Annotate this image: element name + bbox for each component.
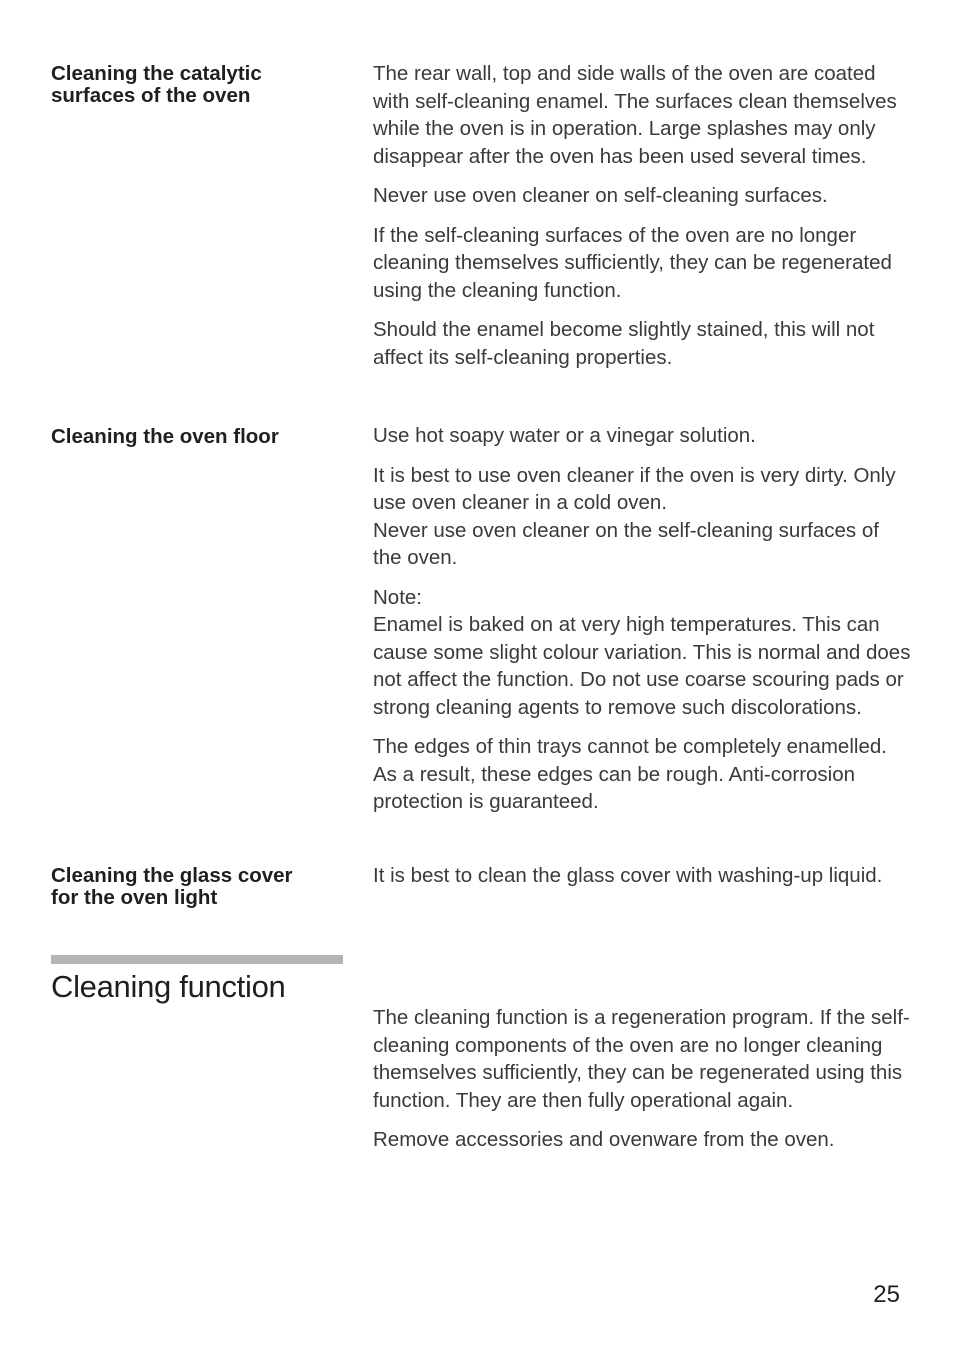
paragraph: The cleaning function is a regeneration program. If the self-cleaning components of the oven are no longer cleaning themselves sufficiently, they can be regenerated using this function. They are then fully operational again. [373, 1006, 910, 1112]
paragraph: The edges of thin trays cannot be completely enamelled. As a result, these edges can be rough. Anti-corrosion protection is guaranteed. [373, 735, 887, 813]
section-body-glass-cover [373, 862, 913, 890]
section-heading-glass-cover [51, 865, 341, 909]
paragraph: Remove accessories and ovenware from the oven. [373, 1128, 835, 1151]
section-body-catalytic-surfaces [373, 60, 913, 371]
section-divider-rule [51, 955, 343, 964]
paragraph: Use hot soapy water or a vinegar solution. [373, 424, 756, 447]
paragraph: The rear wall, top and side walls of the oven are coated with self-cleaning enamel. The surfaces clean themselves while the oven is in operation. Large splashes may only disappear after the oven has been used several times. [373, 62, 897, 168]
section-heading-catalytic-surfaces [51, 63, 341, 107]
heading-line: Cleaning the catalytic [51, 62, 262, 85]
page-number: 25 [873, 1281, 900, 1308]
heading-line: Cleaning the oven floor [51, 425, 279, 448]
paragraph: It is best to clean the glass cover with washing-up liquid. [373, 864, 883, 887]
heading-line: surfaces of the oven [51, 84, 251, 107]
section-heading-oven-floor [51, 426, 341, 448]
paragraph: Never use oven cleaner on self-cleaning surfaces. [373, 184, 828, 207]
section-title-cleaning-function: Cleaning function [51, 969, 286, 1004]
note-label: Note: [373, 585, 422, 609]
paragraph: If the self-cleaning surfaces of the oven are no longer cleaning themselves sufficiently, they can be regenerated using the cleaning function. [373, 223, 892, 302]
sentence: It is best to use oven cleaner if the oven is very dirty. Only use oven cleaner in a cold oven. [373, 463, 896, 514]
note [373, 584, 913, 722]
heading-line: Cleaning the glass cover [51, 864, 293, 887]
paragraph: Should the enamel become slightly stained, this will not affect its self-cleaning properties. [373, 318, 875, 369]
sentence: Never use oven cleaner on the self-cleaning surfaces of the oven. [373, 518, 879, 569]
paragraph [373, 462, 913, 572]
note-text: Enamel is baked on at very high temperatures. This can cause some slight colour variation. This is normal and does not affect the function. Do not use coarse scouring pads or strong cleaning agents to remove such discolorations. [373, 613, 911, 719]
heading-line: for the oven light [51, 886, 218, 909]
section-body-cleaning-function [373, 1004, 913, 1154]
section-body-oven-floor [373, 422, 913, 816]
